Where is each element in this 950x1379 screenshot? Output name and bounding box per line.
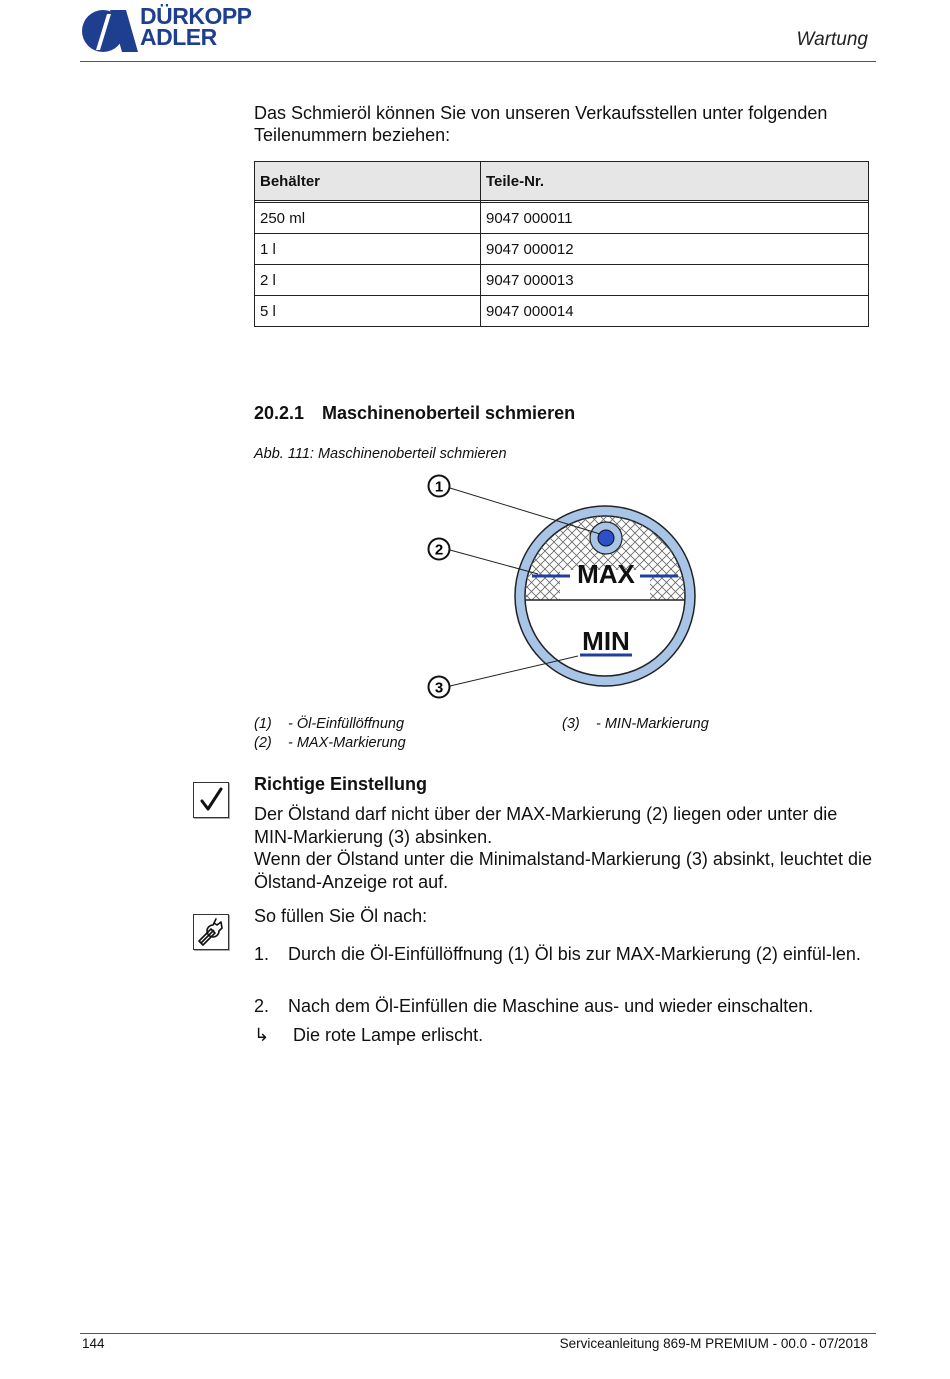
brand-line-2: ADLER	[140, 24, 217, 50]
checkmark-icon	[193, 782, 229, 818]
callout-1	[429, 476, 450, 497]
procedure-intro: So füllen Sie Öl nach:	[254, 906, 428, 926]
callout-2	[429, 539, 450, 560]
svg-text:2: 2	[434, 541, 444, 559]
section-title: Maschinenoberteil schmieren	[322, 403, 576, 423]
column-header-part-number: Teile-Nr.	[481, 162, 869, 201]
legend-number: (1)	[254, 716, 272, 732]
table-cell-container: 1 l	[255, 234, 481, 265]
max-label: MAX	[577, 559, 635, 589]
step-number: 1.	[254, 944, 270, 964]
result-text: Die rote Lampe erlischt.	[293, 1025, 484, 1045]
note-title: Richtige Einstellung	[254, 774, 428, 794]
legend-text: - MAX-Markierung	[288, 735, 406, 751]
parts-table	[254, 161, 869, 327]
legend-text: - Öl-Einfüllöffnung	[288, 716, 405, 732]
legend-number: (3)	[562, 716, 580, 732]
callout-3	[429, 677, 450, 698]
table-cell-part-number: 9047 000012	[481, 234, 869, 265]
intro-paragraph: Das Schmieröl können Sie von unseren Verkaufsstellen unter folgenden Teilenummern beziehen:	[254, 103, 828, 145]
legend-item-2	[254, 735, 406, 751]
step-text: Nach dem Öl-Einfüllen die Maschine aus- und wieder einschalten.	[288, 996, 814, 1016]
legend-item-3	[562, 716, 709, 732]
table-cell-container: 250 ml	[255, 203, 481, 234]
note-body	[254, 803, 874, 893]
table-cell-part-number: 9047 000014	[481, 296, 869, 327]
wrench-icon	[193, 914, 229, 950]
header-divider	[80, 61, 876, 62]
result-arrow-icon: ↳	[254, 1025, 270, 1045]
table-row	[255, 203, 869, 234]
figure-caption: Abb. 111: Maschinenoberteil schmieren	[254, 446, 507, 462]
brand-wordmark	[140, 3, 252, 50]
step-text: Durch die Öl-Einfüllöffnung (1) Öl bis zur MAX-Markierung (2) einfül-len.	[288, 944, 861, 964]
svg-text:1: 1	[434, 478, 444, 496]
table-cell-container: 5 l	[255, 296, 481, 327]
table-row	[255, 296, 869, 327]
running-header: Wartung	[796, 29, 868, 50]
result-item	[254, 1024, 854, 1048]
section-number: 20.2.1	[254, 403, 305, 423]
oil-level-figure	[410, 470, 710, 700]
step-number: 2.	[254, 996, 270, 1016]
table-row	[255, 234, 869, 265]
table-header-row	[255, 162, 869, 201]
table-cell-part-number: 9047 000011	[481, 203, 869, 234]
legend-text: - MIN-Markierung	[596, 716, 709, 732]
oil-filler-opening-icon	[598, 530, 614, 546]
legend-number: (2)	[254, 735, 272, 751]
table-row	[255, 265, 869, 296]
section-heading	[254, 403, 575, 424]
note-paragraph: Wenn der Ölstand unter die Minimalstand-Markierung (3) absinkt, leuchtet die Ölstand-Anzeige rot auf.	[254, 849, 872, 892]
brand-logo-mark-icon	[80, 8, 140, 54]
brand-line-1: DÜRKOPP	[140, 3, 252, 29]
min-label: MIN	[582, 626, 630, 656]
legend-item-1	[254, 716, 404, 732]
document-reference: Serviceanleitung 869-M PREMIUM - 00.0 - 07/2018	[559, 1336, 868, 1351]
footer-divider	[80, 1333, 876, 1334]
column-header-container: Behälter	[255, 162, 481, 201]
note-paragraph: Der Ölstand darf nicht über der MAX-Markierung (2) liegen oder unter die MIN-Markierung (3) absinken.	[254, 804, 838, 847]
table-cell-container: 2 l	[255, 265, 481, 296]
table-cell-part-number: 9047 000013	[481, 265, 869, 296]
svg-text:3: 3	[434, 679, 444, 697]
page-number: 144	[82, 1336, 105, 1351]
list-item	[254, 995, 854, 1019]
list-item	[254, 943, 861, 989]
